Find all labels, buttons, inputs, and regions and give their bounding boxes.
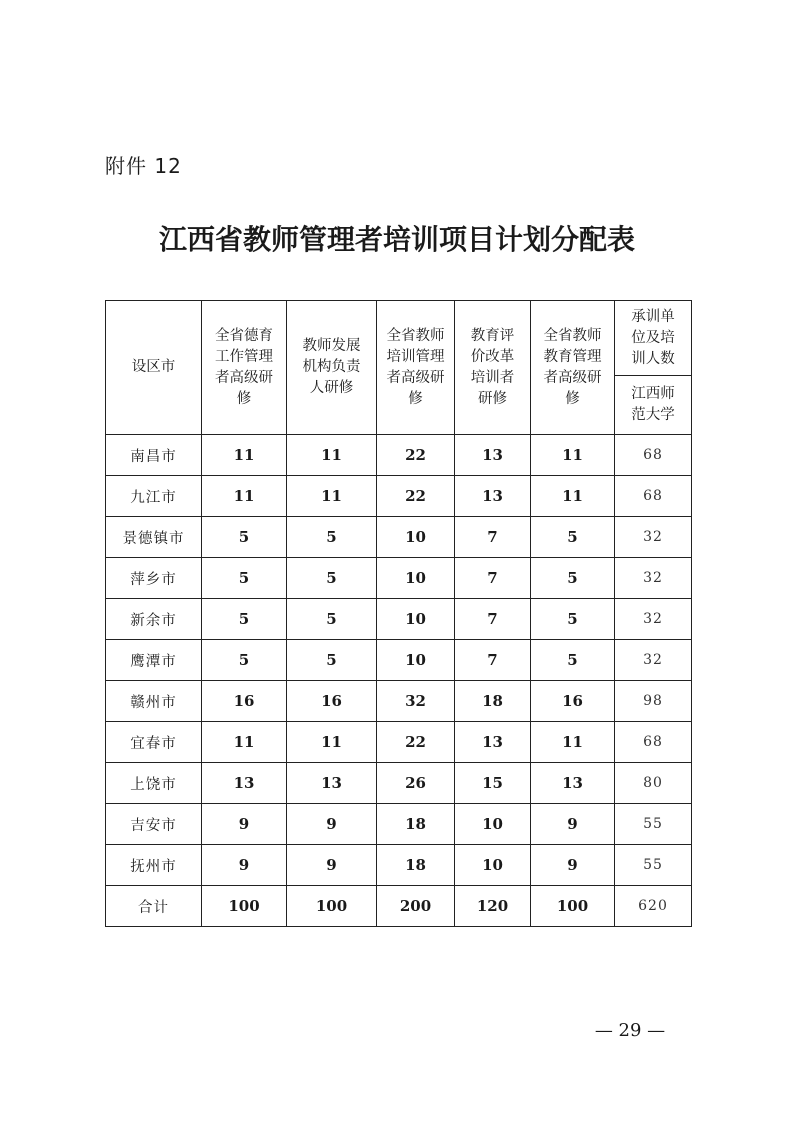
- header-column: 全省教师 教育管理 者高级研 修: [531, 301, 615, 435]
- value-cell: 7: [455, 517, 531, 558]
- value-cell: 16: [202, 681, 287, 722]
- city-cell: 萍乡市: [106, 558, 202, 599]
- header-unit-name: 江西师 范大学: [615, 376, 692, 435]
- value-cell: 5: [531, 517, 615, 558]
- value-cell: 11: [287, 435, 377, 476]
- value-cell: 5: [202, 599, 287, 640]
- table-row: [106, 681, 692, 722]
- value-cell: 11: [531, 722, 615, 763]
- city-cell: 合计: [106, 886, 202, 927]
- value-cell: 10: [377, 517, 455, 558]
- value-cell: 11: [202, 435, 287, 476]
- value-cell: 9: [531, 845, 615, 886]
- value-cell: 5: [287, 558, 377, 599]
- total-cell: 32: [615, 599, 692, 640]
- city-cell: 南昌市: [106, 435, 202, 476]
- value-cell: 11: [287, 476, 377, 517]
- value-cell: 5: [202, 517, 287, 558]
- table-row: [106, 517, 692, 558]
- document-title: 江西省教师管理者培训项目计划分配表: [158, 223, 635, 256]
- value-cell: 13: [202, 763, 287, 804]
- city-cell: 赣州市: [106, 681, 202, 722]
- attachment-label: 附件 12: [105, 154, 182, 178]
- allocation-table: [105, 300, 692, 927]
- city-cell: 鹰潭市: [106, 640, 202, 681]
- value-cell: 9: [531, 804, 615, 845]
- value-cell: 5: [531, 640, 615, 681]
- value-cell: 7: [455, 640, 531, 681]
- value-cell: 26: [377, 763, 455, 804]
- value-cell: 10: [377, 599, 455, 640]
- value-cell: 15: [455, 763, 531, 804]
- value-cell: 11: [202, 476, 287, 517]
- value-cell: 10: [455, 845, 531, 886]
- city-cell: 上饶市: [106, 763, 202, 804]
- total-cell: 55: [615, 845, 692, 886]
- total-cell: 620: [615, 886, 692, 927]
- value-cell: 22: [377, 476, 455, 517]
- city-cell: 景德镇市: [106, 517, 202, 558]
- page-number: — 29 —: [594, 1020, 666, 1041]
- value-cell: 120: [455, 886, 531, 927]
- value-cell: 22: [377, 435, 455, 476]
- value-cell: 5: [202, 640, 287, 681]
- value-cell: 5: [531, 558, 615, 599]
- value-cell: 10: [377, 558, 455, 599]
- value-cell: 11: [202, 722, 287, 763]
- total-cell: 68: [615, 476, 692, 517]
- table-row: [106, 558, 692, 599]
- table-row: [106, 763, 692, 804]
- value-cell: 100: [202, 886, 287, 927]
- table-row: [106, 435, 692, 476]
- table-body: [106, 435, 692, 927]
- value-cell: 10: [455, 804, 531, 845]
- value-cell: 10: [377, 640, 455, 681]
- table-row: [106, 722, 692, 763]
- value-cell: 13: [455, 435, 531, 476]
- table-row: [106, 804, 692, 845]
- value-cell: 11: [531, 476, 615, 517]
- value-cell: 5: [287, 640, 377, 681]
- value-cell: 7: [455, 599, 531, 640]
- value-cell: 9: [202, 804, 287, 845]
- table-row: [106, 640, 692, 681]
- value-cell: 100: [287, 886, 377, 927]
- value-cell: 13: [455, 476, 531, 517]
- value-cell: 13: [287, 763, 377, 804]
- city-cell: 吉安市: [106, 804, 202, 845]
- value-cell: 11: [531, 435, 615, 476]
- total-cell: 68: [615, 435, 692, 476]
- value-cell: 5: [202, 558, 287, 599]
- value-cell: 18: [377, 804, 455, 845]
- header-column: 全省教师 培训管理 者高级研 修: [377, 301, 455, 435]
- value-cell: 7: [455, 558, 531, 599]
- value-cell: 5: [287, 599, 377, 640]
- value-cell: 200: [377, 886, 455, 927]
- header-column: 教育评 价改革 培训者 研修: [455, 301, 531, 435]
- header-column: 全省德育 工作管理 者高级研 修: [202, 301, 287, 435]
- table-row: [106, 886, 692, 927]
- value-cell: 9: [287, 804, 377, 845]
- value-cell: 22: [377, 722, 455, 763]
- total-cell: 80: [615, 763, 692, 804]
- value-cell: 9: [287, 845, 377, 886]
- city-cell: 新余市: [106, 599, 202, 640]
- header-column: 教师发展 机构负责 人研修: [287, 301, 377, 435]
- total-cell: 98: [615, 681, 692, 722]
- table-row: [106, 476, 692, 517]
- total-cell: 55: [615, 804, 692, 845]
- total-cell: 32: [615, 517, 692, 558]
- city-cell: 九江市: [106, 476, 202, 517]
- value-cell: 13: [455, 722, 531, 763]
- table-row: [106, 845, 692, 886]
- value-cell: 100: [531, 886, 615, 927]
- value-cell: 16: [531, 681, 615, 722]
- city-cell: 抚州市: [106, 845, 202, 886]
- value-cell: 5: [531, 599, 615, 640]
- total-cell: 32: [615, 640, 692, 681]
- city-cell: 宜春市: [106, 722, 202, 763]
- value-cell: 18: [377, 845, 455, 886]
- header-unit-group: 承训单 位及培 训人数: [615, 301, 692, 376]
- header-region: 设区市: [106, 301, 202, 435]
- total-cell: 32: [615, 558, 692, 599]
- value-cell: 5: [287, 517, 377, 558]
- value-cell: 18: [455, 681, 531, 722]
- table-row: [106, 599, 692, 640]
- value-cell: 9: [202, 845, 287, 886]
- value-cell: 11: [287, 722, 377, 763]
- value-cell: 13: [531, 763, 615, 804]
- value-cell: 32: [377, 681, 455, 722]
- value-cell: 16: [287, 681, 377, 722]
- total-cell: 68: [615, 722, 692, 763]
